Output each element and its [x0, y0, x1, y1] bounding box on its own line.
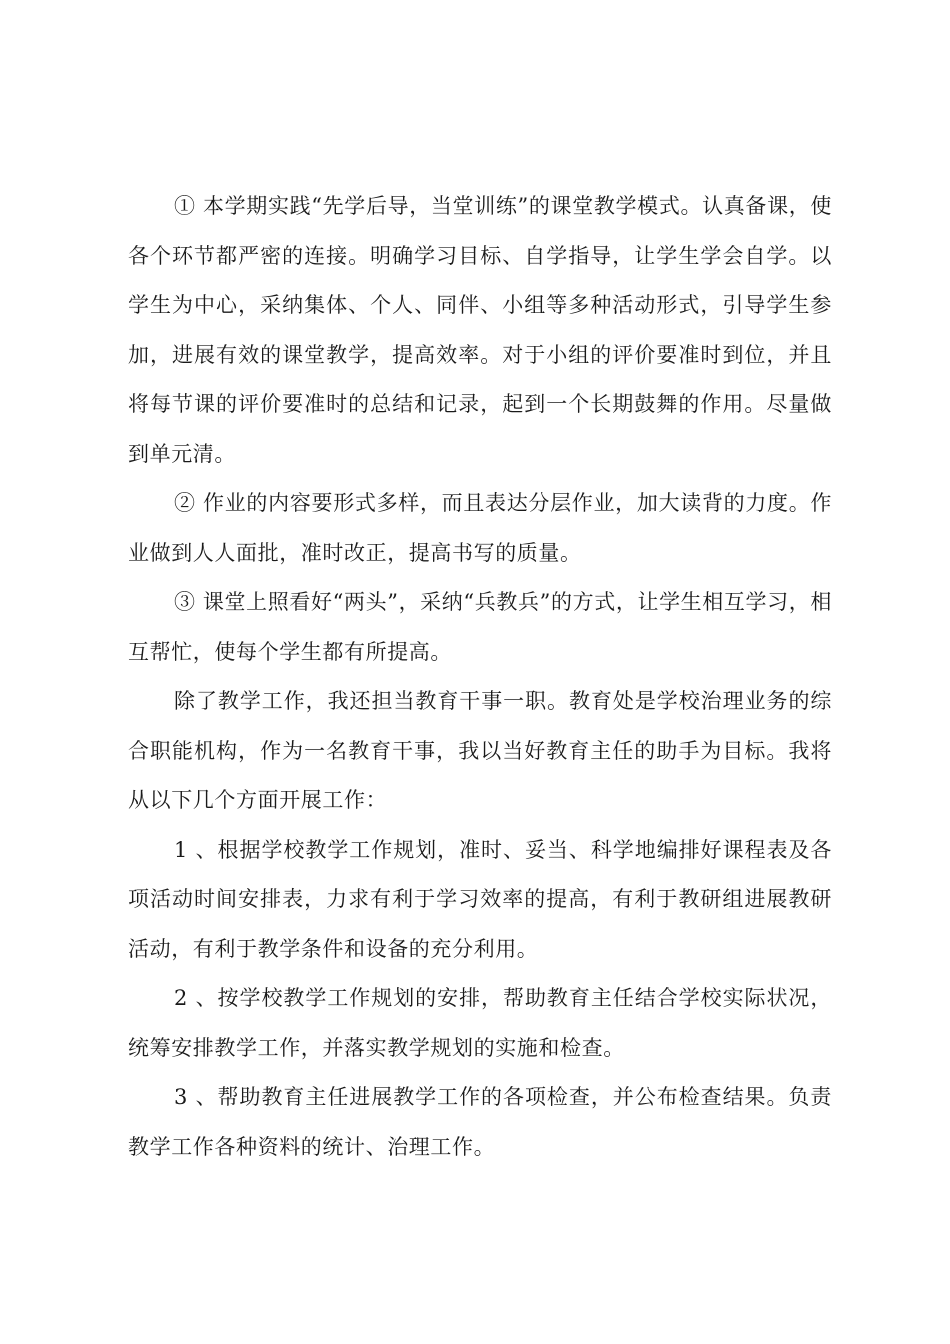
- paragraph-1: ① 本学期实践“先学后导，当堂训练”的课堂教学模式。认真备课，使各个环节都严密的连接。明确学习目标、自学指导，让学生学会自学。以学生为中心，采纳集体、个人、同伴、小组等多种活动形式，引导学生参加，进展有效的课堂教学，提高效率。对于小组的评价要准时到位，并且将每节课的评价要准时的总结和记录，起到一个长期鼓舞的作用。尽量做到单元清。: [128, 194, 832, 466]
- paragraph-5: 1 、根据学校教学工作规划，准时、妥当、科学地编排好课程表及各项活动时间安排表，力求有利于学习效率的提高，有利于教研组进展教研活动，有利于教学条件和设备的充分利用。: [128, 837, 832, 961]
- paragraph-2: ② 作业的内容要形式多样，而且表达分层作业，加大读背的力度。作业做到人人面批，准时改正，提高书写的质量。: [128, 491, 832, 565]
- document-body: [128, 182, 832, 1172]
- paragraph-6: 2 、按学校教学工作规划的安排，帮助教育主任结合学校实际状况，统筹安排教学工作，并落实教学规划的实施和检查。: [128, 986, 832, 1060]
- paragraph-4: 除了教学工作，我还担当教育干事一职。教育处是学校治理业务的综合职能机构，作为一名教育干事，我以当好教育主任的助手为目标。我将从以下几个方面开展工作：: [128, 689, 832, 812]
- paragraph-3: ③ 课堂上照看好“两头”，采纳“兵教兵”的方式，让学生相互学习，相互帮忙，使每个学生都有所提高。: [128, 590, 832, 664]
- paragraph-7: 3 、帮助教育主任进展教学工作的各项检查，并公布检查结果。负责教学工作各种资料的统计、治理工作。: [128, 1085, 832, 1159]
